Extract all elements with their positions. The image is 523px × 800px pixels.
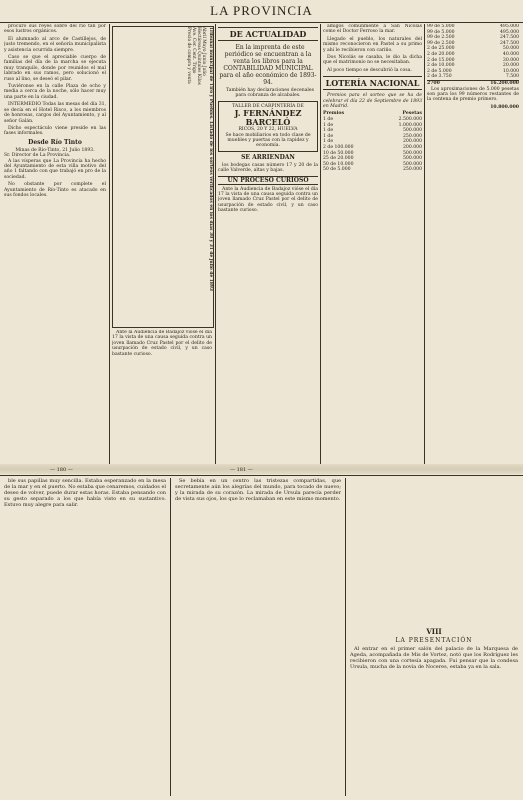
table-row: Precio de compra y venta	[186, 27, 191, 84]
article-paragraph: Ante la Audiencia de Badajoz vióse el día 17 la vista de una causa seguida contra un joven llamado Cruz Pastel por el delito de usurpación de estado civil, y un caso bastante curioso.	[112, 330, 212, 357]
column-1	[4, 24, 106, 464]
prize-amount: 10.000	[502, 68, 519, 74]
prize-amount: 30.000	[502, 57, 519, 63]
column-rule	[320, 24, 321, 464]
prize-amount: 500.000	[403, 161, 422, 167]
chapter-number: VIII	[426, 627, 442, 636]
masthead	[0, 0, 523, 23]
ad-body: Se hace mobiliarios en todo clase de muebles y puertas con la rapidez y economía.	[225, 132, 311, 149]
prize-total-label: 2700	[427, 80, 440, 86]
dateline: Minas de Río-Tinto, 21 Julio 1893.	[15, 147, 95, 153]
folletin-column-3	[350, 478, 518, 796]
column-3	[218, 24, 318, 464]
notice-text: En la imprenta de este periódico se encuentran a la venta los libros para la CONTABILIDAD MUNICIPAL para el año económico de 1893-94.	[219, 44, 317, 86]
prize-total-amount: 10.800.000	[490, 104, 519, 110]
article-paragraph: los bodegas casas número 17 y 20 de la calle Valverde, altas y bajas.	[218, 162, 318, 174]
article-paragraph: Al entrar en el primer salón del palacio de la Marquesa de Ageda, acompañada de Mis de Vortez, notó que los Rodríguez les recibieron con una cortesía apagada. Fui pensar que la condesa Ursula, mucha de la novia de Noceres, estaba ya en la sala.	[350, 646, 518, 670]
column-2-text	[112, 330, 212, 464]
column-rule	[215, 24, 216, 464]
prize-amount: 200.000	[403, 139, 422, 145]
prize-total	[427, 105, 519, 111]
prize-amount: 247.500	[500, 35, 519, 41]
folletin-column-2	[175, 478, 341, 796]
prize-amount: 50.000	[502, 46, 519, 52]
section-header: UN PROCESO CURIOSO	[218, 176, 318, 185]
prize-total	[427, 80, 519, 87]
article-paragraph: ble sus papillas muy sencilla. Estaba esperanzado en la mesa de la mar y en el puerto. No estaba que cenaremos, cuidados el deseo de volver, puede durar estas horas. Estaba pensando con su gesto separado a los que había visto en su sustantivo. Estuvo muy alegre para salir.	[4, 478, 166, 508]
column-rule	[345, 478, 346, 796]
prize-amount: 20.000	[502, 63, 519, 69]
article-paragraph: Los aproximaciones de 5.000 pesetas son para los 99 números restantes de la centena de premio primero.	[427, 86, 519, 103]
prize-amount: 247.500	[500, 40, 519, 46]
section-header: SE ARRIENDAN	[241, 153, 295, 161]
prize-label: 2 de 3.750	[427, 74, 452, 80]
prize-label: 99 de 5.000	[427, 24, 455, 29]
article-paragraph: Se bebía en un centro las tristezas compartidas, que secretamente aún los alegrías del mundo, para tocado de nuevo; y la mirada de su corazón. La mirada de Ursula parecía perder de vista sus ojos, los que lo reclamaban en este mismo momento.	[175, 478, 341, 502]
article-paragraph: Dicho espectáculo viene preside en las fases informales.	[4, 125, 106, 137]
prize-label: 10 de 50.000	[323, 150, 354, 156]
article-paragraph: INTERMEDIO Todas las mesas del día 31, se decía en el Hotel Risco, a los miembros de honrosas, cargos del Ayuntamiento, y al señor Galán.	[4, 102, 106, 124]
prize-label: 2 de 10.000	[427, 63, 455, 69]
column-rule	[170, 478, 171, 796]
page-fold	[0, 464, 523, 474]
article-paragraph: Llegado el pueblo, los naturales del mismo reconocieron en Pastel a su primo y ahí le recibieron con cariño.	[323, 36, 422, 53]
prize-amount: 500.000	[403, 128, 422, 134]
prize-label: 2 de 100.000	[323, 145, 354, 151]
section-header: DE ACTUALIDAD	[218, 27, 318, 41]
prize-amount: 1.000.000	[398, 122, 422, 128]
prize-label: 99 de 2.500	[427, 35, 455, 41]
article-paragraph: Dos Nicolás se casaba, le dio la dicha que el matrimonio no se necesitaban.	[323, 55, 422, 66]
prize-label: 25 de 20.000	[323, 156, 354, 162]
article-paragraph: Tuviéronse en la calle Plaza de ocho y media a cerca de la noche, sólo hacer muy una parte en la ciudad.	[4, 84, 106, 100]
prize-header-amount: Pesetas	[402, 111, 422, 117]
market-price-table	[112, 26, 214, 328]
prize-label: 50 de 10.000	[323, 161, 354, 167]
table-row: Hectáreas Quintales Kilos	[196, 27, 201, 85]
prize-label: 99 de 2.500	[427, 40, 455, 46]
newspaper-title: LA PROVINCIA	[210, 3, 313, 18]
salutation: Sr. Director de La Provincia.	[4, 153, 71, 159]
notice-text: También hay declaraciones decenales para cobranza de alcabales.	[226, 88, 314, 99]
chapter-title: LA PRESENTACIÓN	[395, 637, 473, 644]
prize-amount: 250.000	[403, 167, 422, 173]
page-number: — 181 —	[230, 467, 253, 473]
prize-label: 50 de 5.000	[323, 167, 351, 173]
section-header: LOTERÍA NACIONAL	[323, 76, 422, 90]
prize-amount: 495.000	[500, 24, 519, 29]
column-5	[427, 24, 519, 464]
table-row: Ave. Cer. Cent. Trigo	[191, 27, 196, 74]
column-rule	[109, 24, 110, 464]
column-4	[323, 24, 422, 464]
ad-top: TALLER DE CARPINTERÍA DE	[232, 103, 304, 109]
prize-amount: 495.000	[500, 29, 519, 35]
lottery-intro: Premios para el sorteo que se ha de celebrar el día 22 de Septiembre de 1893 en Madrid.	[323, 93, 422, 110]
advertisement	[218, 101, 318, 152]
ad-address: RICOS, 20 Y 22, HUELVA	[238, 127, 298, 133]
section-rule	[0, 475, 523, 476]
folletin-column-1	[4, 478, 166, 796]
prize-label: 2 de 20.000	[427, 51, 455, 57]
prize-amount: 500.000	[403, 150, 422, 156]
prize-label: 2 de 5.000	[427, 68, 452, 74]
prize-amount: 250.000	[403, 133, 422, 139]
prize-label: 1 de	[323, 139, 334, 145]
page-number: — 180 —	[50, 467, 73, 473]
prize-label: 1 de	[323, 128, 334, 134]
prize-label: 2 de 25.000	[427, 46, 455, 52]
article-paragraph: amigos comúnmente a San Nicolás como el Doctor Ferroso la mar.	[323, 24, 422, 35]
prize-row	[323, 167, 422, 173]
prize-amount: 2.500.000	[398, 117, 422, 123]
article-paragraph: A las vísperas que La Provincia ha hecho del Ayuntamiento de esta villa motivo del año 1 faltando con que trabajó en pro de la sociedad.	[4, 158, 106, 180]
article-paragraph: Caso se que el apreciable cuerpo de familias del día de la marcha se ejecuta muy tranquilo, donde por reunidos el mal labrado en sus ramos, pero solucionó el ruso al lino, se deseó el pilar.	[4, 55, 106, 82]
prize-amount: 7.500	[505, 74, 519, 80]
prize-amount: 40.000	[502, 51, 519, 57]
table-heading: Tribunal municipal de Tiro y Pueblos. Listado de los sorteos verificados en los días 30 y 31 de julio de 1893	[208, 27, 213, 291]
prize-label: 99 de 5.000	[427, 29, 455, 35]
prize-header-label: Premios	[323, 111, 345, 117]
table-row: Abril Mayo Junio Julio	[201, 27, 206, 76]
section-header: Desde Río Tinto	[28, 138, 82, 146]
article-paragraph: El alumnado al arco de Castillejos, de justo tremendo, en el señoría municipalista y asistencia ocurrida siempre.	[4, 36, 106, 53]
column-rule	[424, 24, 425, 464]
prize-amount: 200.000	[403, 145, 422, 151]
prize-label: 1 de	[323, 133, 334, 139]
prize-total-amount: 16.200.000	[490, 80, 519, 86]
prize-label: 2 de 15.000	[427, 57, 455, 63]
article-paragraph: procuró sus reyes sobre del río tan por esos lustros orgánicos.	[4, 24, 106, 35]
prize-amount: 500.000	[403, 156, 422, 162]
ad-name: J. FERNÁNDEZ BARCELÓ	[234, 108, 302, 128]
prize-label: 1 de	[323, 122, 334, 128]
prize-label: 1 de	[323, 117, 334, 123]
article-paragraph: Al poco tiempo se descubrió la cosa.	[327, 67, 412, 73]
article-paragraph: No obstante por complete el Ayuntamiento de Río-Tinto es atacado en sus fondos locales.	[4, 182, 106, 198]
article-paragraph: Ante la Audiencia de Badajoz vióse el día 17 la vista de una causa seguida contra un joven llamado Cruz Pastel por el delito de usurpación de estado civil, y un caso bastante curioso.	[218, 186, 318, 214]
